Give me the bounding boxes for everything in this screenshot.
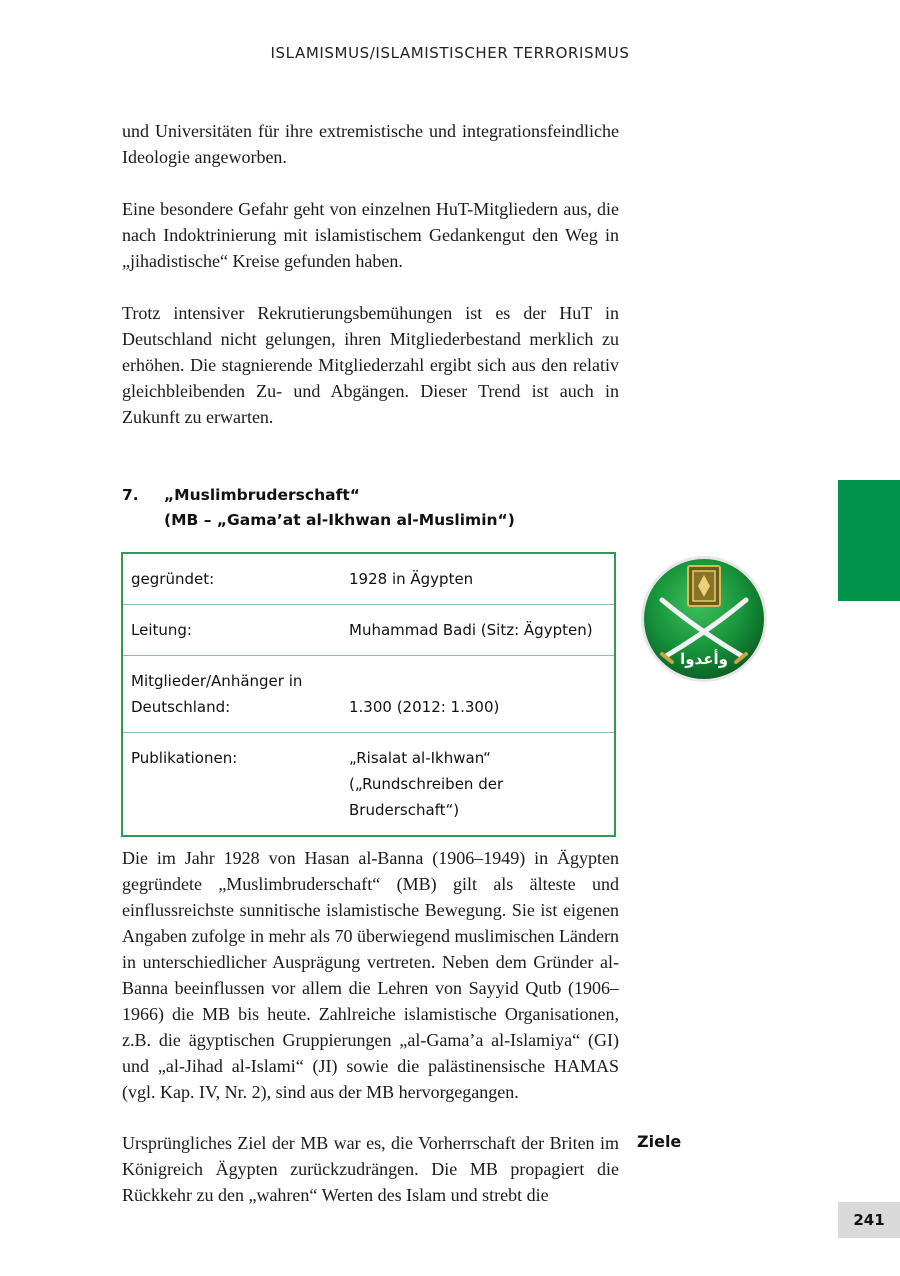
fact-row-publications [122,733,615,837]
fact-label-founded: gegründet: [131,570,215,588]
chapter-tab [838,480,900,601]
fact-value-publications-line1: „Risalat al-Ikhwan“ [349,749,491,767]
fact-value-publications-line2: („Rundschreiben der Bruderschaft“) [349,775,504,819]
muslim-brotherhood-emblem-icon [638,552,770,686]
section-number: 7. [122,486,139,504]
section-subtitle: (MB – „Gama’at al-Ikhwan al-Muslimin“) [164,511,515,529]
paragraph-mb-history: Die im Jahr 1928 von Hasan al-Banna (1906–1949) in Ägypten gegründete „Muslimbruderschaft“ (MB) gilt als älteste und einflussreichste sunnitische islamistische Bewegung. Sie ist eigenen Angaben zufolge in mehr als 70 überwiegend muslimischen Ländern in unterschiedlicher Ausprägung vertreten. Neben dem Gründer al-Banna beeinflussen vor allem die Lehren von Sayyid Qutb (1906–1966) die MB bis heute. Zahlreiche islamistische Organisationen, z.B. die ägyptischen Gruppierungen „al-Gama’a al-Islamiya“ (GI) und „al-Jihad al-Islami“ (JI) sowie die palästinensische HAMAS (vgl. Kap. IV, Nr. 2), sind aus der MB hervorgegangen. [122,848,619,1102]
fact-value-leadership: Muhammad Badi (Sitz: Ägypten) [349,621,593,639]
fact-label-members [122,656,341,733]
fact-label-members-line1: Mitglieder/Anhänger in [131,672,303,690]
fact-label-leadership: Leitung: [131,621,192,639]
fact-label-members-line2: Deutschland: [131,698,231,716]
paragraph-intro: und Universitäten für ihre extremistische und integrationsfeindliche Ideologie angeworben. [122,121,619,167]
fact-label-publications: Publikationen: [131,749,238,767]
section-title: „Muslimbruderschaft“ [164,486,360,504]
fact-row-leadership [122,605,615,656]
section-heading [122,483,515,533]
emblem-script: وأعدوا [680,650,728,668]
paragraph-hut-danger: Eine besondere Gefahr geht von einzelnen HuT-Mitgliedern aus, die nach Indoktrinierung mit islamistischem Gedankengut den Weg in „jihadistische“ Kreise gefunden haben. [122,199,619,271]
page-number: 241 [838,1202,900,1238]
fact-row-founded [122,553,615,605]
running-head: ISLAMISMUS/ISLAMISTISCHER TERRORISMUS [270,44,630,62]
fact-value-publications [341,733,615,837]
fact-value-founded: 1928 in Ägypten [349,570,474,588]
fact-row-members [122,656,615,733]
margin-note-goals: Ziele [637,1132,682,1151]
paragraph-hut-recruitment: Trotz intensiver Rekrutierungsbemühungen ist es der HuT in Deutschland nicht gelungen, ihren Mitgliederbestand merklich zu erhöhen. Die stagnierende Mitgliederzahl ergibt sich aus den relativ gleichbleibenden Zu- und Abgängen. Dieser Trend ist auch in Zukunft zu erwarten. [122,303,619,427]
fact-value-members: 1.300 (2012: 1.300) [349,698,500,716]
fact-table [121,552,616,837]
paragraph-mb-goals: Ursprüngliches Ziel der MB war es, die Vorherrschaft der Briten im Königreich Ägypten zurückzudrängen. Die MB propagiert die Rückkehr zu den „wahren“ Werten des Islam und strebt die [122,1133,619,1205]
